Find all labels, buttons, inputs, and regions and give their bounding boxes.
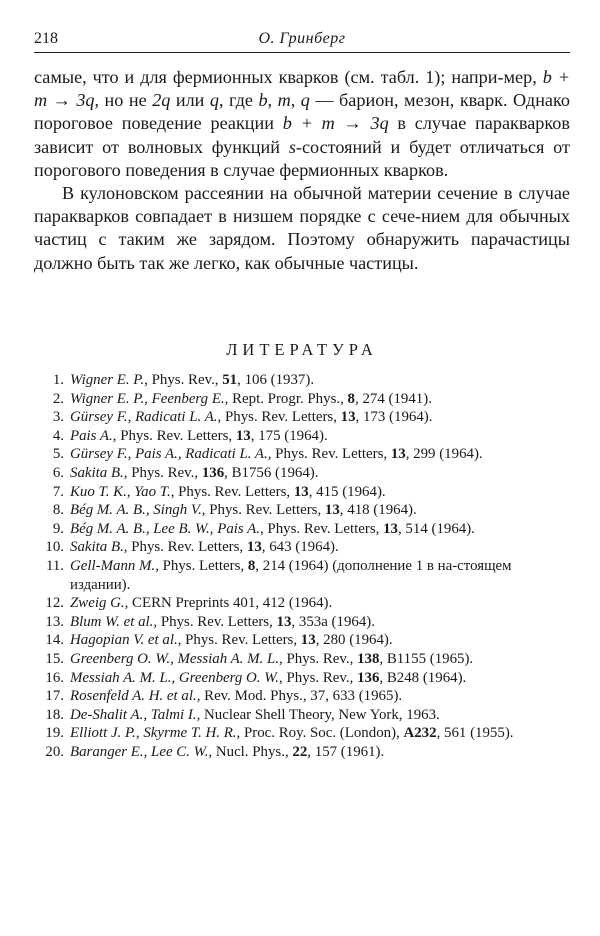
reference-source: , Phys. Rev. Letters, [267, 446, 391, 463]
reference-authors: Hagopian V. et al. [70, 632, 178, 649]
reference-number: 5. [52, 446, 64, 463]
reference-source: , Phys. Rev. Letters, [177, 632, 301, 649]
reference-item [34, 706, 572, 725]
page-number: 218 [34, 30, 58, 47]
reference-item [34, 631, 572, 650]
text-span: -состояний и будет отличаться от порогового поведения в случае фермионных кварков. [34, 136, 570, 180]
body-text [34, 66, 570, 275]
reference-volume: 13 [293, 483, 309, 500]
reference-volume: 136 [357, 669, 380, 686]
reference-item [34, 445, 572, 464]
reference-item [34, 464, 572, 483]
reference-source: , Phys. Rev., [144, 372, 223, 388]
text-span: — барион, мезон, кварк. Однако пороговое поведение реакции [34, 90, 571, 134]
reference-details: , B1155 (1965). [379, 650, 474, 667]
literature-heading: ЛИТЕРАТУРА [226, 340, 378, 359]
reference-authors: Gürsey F., Radicati L. A. [70, 409, 218, 426]
reference-authors: Elliott J. P., Skyrme T. H. R. [70, 725, 237, 742]
reference-source: , Phys. Rev. Letters, [259, 520, 384, 537]
text-span: , но не [94, 90, 153, 111]
reference-number: 2. [52, 390, 64, 407]
reference-source: , Phys. Rev. Letters, [112, 427, 236, 444]
reference-source: , Phys. Rev. Letters, [123, 539, 247, 556]
reference-volume: A232 [403, 725, 437, 742]
reference-authors: Baranger E., Lee C. W. [70, 743, 209, 760]
reference-number: 6. [52, 464, 64, 481]
reference-number: 9. [52, 520, 64, 537]
text-span: , где [219, 90, 259, 111]
reference-authors: Bég M. A. B., Singh V. [70, 502, 202, 519]
reference-number: 3. [52, 409, 64, 426]
reference-details: , 299 (1964). [405, 446, 483, 463]
reference-item [34, 557, 572, 594]
paragraph-2: В кулоновском рассеянии на обычной материи сечение в случае паракварков совпадает в низшем порядке с сече-нием для обычных частиц с таким же зарядом. Поэтому обнаружить парачастицы должно быть так же легко, как обычные частицы. [34, 183, 570, 273]
reference-number: 16. [45, 669, 64, 686]
reference-number: 7. [52, 483, 64, 500]
reference-source: , Nucl. Phys., [208, 743, 293, 760]
reference-volume: 13 [324, 502, 340, 519]
reference-details: , 514 (1964). [397, 520, 475, 537]
reference-authors: Gell-Mann M. [70, 557, 156, 574]
reference-number: 10. [45, 539, 64, 556]
reference-authors: Wigner E. P., Feenberg E. [70, 390, 225, 407]
formula: b + m → 3q [282, 113, 389, 134]
reference-number: 13. [45, 613, 64, 630]
reference-authors: Zweig G. [70, 595, 125, 612]
reference-details: , 353a (1964). [291, 613, 375, 630]
reference-volume: 13 [276, 613, 292, 630]
reference-number: 1. [52, 372, 64, 388]
reference-details: , 214 (1964) (дополнение 1 в на-стоящем издании). [70, 557, 512, 593]
formula: b, m, q [258, 90, 310, 111]
reference-item [34, 613, 572, 632]
reference-number: 8. [52, 502, 64, 519]
reference-number: 18. [45, 706, 64, 723]
reference-source: , Phys. Letters, [155, 557, 248, 574]
reference-item [34, 594, 572, 613]
paragraph-1 [34, 66, 570, 182]
reference-number: 14. [45, 632, 64, 649]
reference-authors: Messiah A. M. L., Greenberg O. W. [70, 669, 280, 686]
reference-number: 20. [45, 743, 64, 760]
reference-source: , Phys. Rev. Letters, [217, 409, 341, 426]
reference-source: , Phys. Rev., [123, 464, 202, 481]
reference-volume: 138 [357, 650, 380, 667]
reference-source: , CERN Preprints 401, 412 (1964). [124, 595, 333, 612]
formula: s [288, 136, 296, 157]
reference-authors: Sakita B. [70, 464, 124, 481]
reference-volume: 13 [383, 520, 398, 537]
reference-volume: 13 [340, 409, 356, 426]
reference-volume: 8 [347, 390, 355, 407]
reference-source: , Phys. Rev. Letters, [170, 483, 294, 500]
reference-item [34, 501, 572, 520]
reference-details: , 157 (1961). [307, 743, 385, 760]
formula: 2q [152, 90, 171, 111]
reference-details: , 415 (1964). [308, 483, 386, 500]
reference-volume: 13 [235, 427, 251, 444]
reference-details: , 418 (1964). [339, 502, 417, 519]
reference-authors: Bég M. A. B., Lee B. W., Pais A. [70, 520, 260, 537]
running-head: О. Гринберг [258, 30, 346, 47]
reference-item [34, 743, 572, 762]
reference-volume: 22 [292, 743, 308, 760]
reference-authors: Sakita B. [70, 539, 124, 556]
text-span: самые, что и для фермионных кварков (см. табл. 1); напри-мер, [34, 67, 543, 87]
reference-source: , Rev. Mod. Phys., 37, 633 (1965). [196, 688, 403, 705]
reference-number: 15. [45, 650, 64, 667]
reference-item [34, 408, 572, 427]
reference-item [34, 724, 572, 743]
reference-item [34, 483, 572, 502]
reference-number: 17. [45, 688, 64, 705]
reference-item [34, 390, 572, 409]
reference-details: , B248 (1964). [379, 669, 467, 686]
reference-volume: 136 [201, 464, 225, 481]
reference-item [34, 538, 572, 557]
reference-authors: Greenberg O. W., Messiah A. M. L. [70, 650, 280, 667]
formula: b + m → 3q [34, 67, 570, 111]
reference-authors: Pais A. [70, 427, 113, 444]
reference-item [34, 520, 572, 539]
reference-source: , Phys. Rev., [279, 669, 358, 686]
reference-number: 12. [45, 595, 64, 612]
formula: q [209, 90, 220, 111]
reference-authors: Gürsey F., Pais A., Radicati L. A. [70, 446, 268, 463]
reference-details: , B1756 (1964). [224, 464, 319, 481]
reference-authors: Blum W. et al. [70, 613, 154, 630]
reference-details: , 274 (1941). [355, 390, 432, 407]
reference-volume: 8 [247, 557, 256, 574]
page-header [34, 28, 570, 53]
text-span: или [170, 90, 210, 111]
reference-volume: 13 [246, 539, 262, 556]
reference-volume: 51 [222, 372, 238, 388]
reference-authors: Rosenfeld A. H. et al. [70, 688, 197, 705]
reference-volume: 13 [390, 446, 406, 463]
reference-source: , Phys. Rev., [279, 650, 358, 667]
reference-list [34, 371, 572, 761]
reference-details: , 175 (1964). [250, 427, 328, 444]
reference-volume: 13 [300, 632, 316, 649]
reference-details: , 561 (1955). [436, 725, 514, 742]
reference-item [34, 650, 572, 669]
text-span: в случае паракварков зависит от волновых функций [34, 113, 570, 157]
reference-details: , 173 (1964). [355, 409, 433, 426]
reference-item [34, 669, 572, 688]
reference-authors: De-Shalit A., Talmi I. [70, 706, 197, 723]
reference-authors: Wigner E. P. [70, 372, 145, 388]
reference-item [34, 687, 572, 706]
reference-source: , Proc. Roy. Soc. (London), [236, 725, 404, 742]
reference-details: , 106 (1937). [237, 372, 315, 388]
reference-source: , Phys. Rev. Letters, [153, 613, 277, 630]
reference-authors: Kuo T. K., Yao T. [70, 483, 171, 500]
reference-number: 11. [45, 557, 64, 574]
reference-item [34, 371, 572, 390]
reference-details: , 280 (1964). [315, 632, 393, 649]
reference-item [34, 427, 572, 446]
reference-source: , Phys. Rev. Letters, [201, 502, 325, 519]
reference-source: , Rept. Progr. Phys., [224, 390, 348, 407]
reference-number: 19. [45, 725, 64, 742]
reference-number: 4. [52, 427, 64, 444]
reference-source: , Nuclear Shell Theory, New York, 1963. [196, 706, 440, 723]
reference-details: , 643 (1964). [261, 539, 339, 556]
